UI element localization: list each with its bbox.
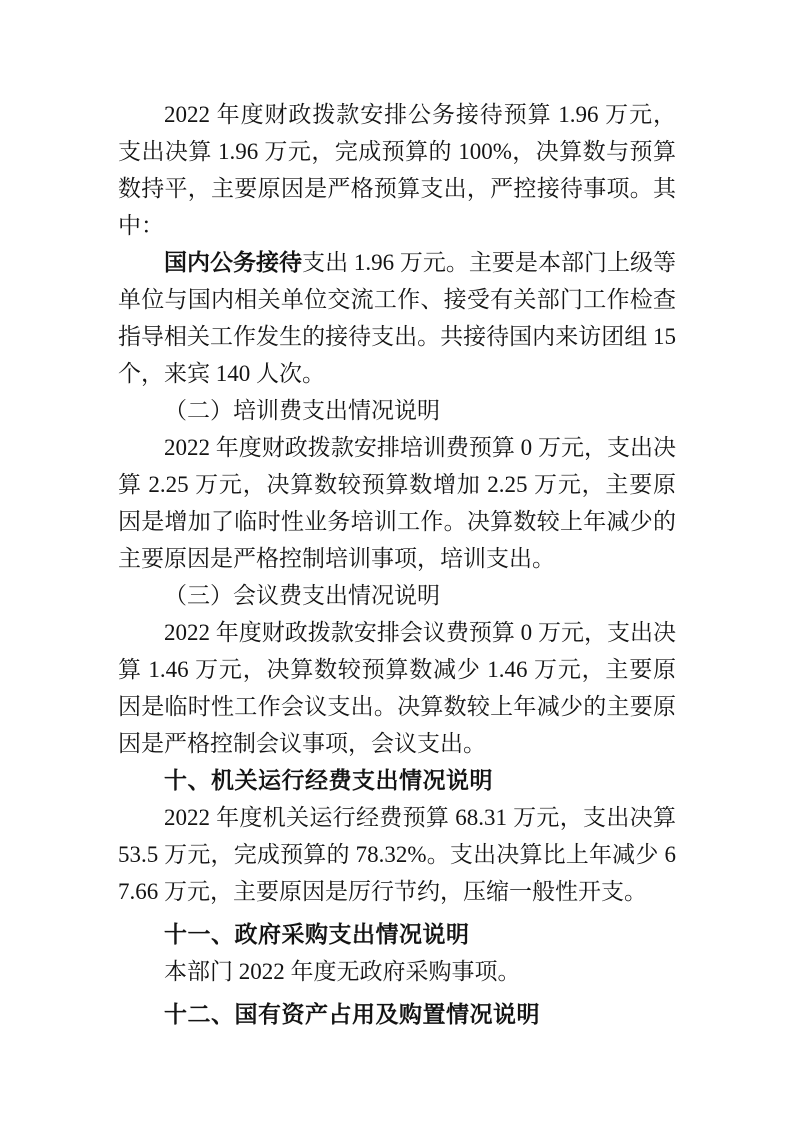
heading-operating-expenses: 十、机关运行经费支出情况说明 [164,767,493,793]
paragraph-public-reception-summary: 2022 年度财政拨款安排公务接待预算 1.96 万元，支出决算 1.96 万元，完成预算的 100%，决算数与预算数持平，主要原因是严格预算支出，严控接待事项。其中： [118,102,676,238]
paragraph-government-procurement: 本部门 2022 年度无政府采购事项。 [164,959,521,984]
domestic-reception-bold-label: 国内公务接待 [164,250,303,275]
paragraph-domestic-reception [118,244,676,392]
subheading-training-fee: （二）培训费支出情况说明 [164,398,440,423]
paragraph-training-fee: 2022 年度财政拨款安排培训费预算 0 万元，支出决算 2.25 万元，决算数较预算数增加 2.25 万元，主要原因是增加了临时性业务培训工作。决算数较上年减少的主要原因是严格控制培训事项，培训支出。 [118,435,676,571]
paragraph-domestic-reception-text: 支出 1.96 万元。主要是本部门上级等单位与国内相关单位交流工作、接受有关部门工作检查指导相关工作发生的接待支出。共接待国内来访团组 15 个，来宾 140 人次。 [118,250,677,386]
paragraph-meeting-fee: 2022 年度财政拨款安排会议费预算 0 万元，支出决算 1.46 万元，决算数较预算数减少 1.46 万元，主要原因是临时性工作会议支出。决算数较上年减少的主要原因是严格控制会议事项，会议支出。 [118,620,676,756]
heading-state-assets: 十二、国有资产占用及购置情况说明 [164,1001,540,1027]
subheading-meeting-fee: （三）会议费支出情况说明 [164,583,440,608]
heading-government-procurement: 十一、政府采购支出情况说明 [164,921,470,947]
paragraph-operating-expenses: 2022 年度机关运行经费预算 68.31 万元，支出决算 53.5 万元，完成预算的 78.32%。支出决算比上年减少 67.66 万元，主要原因是厉行节约，压缩一般性开支。 [118,805,676,904]
